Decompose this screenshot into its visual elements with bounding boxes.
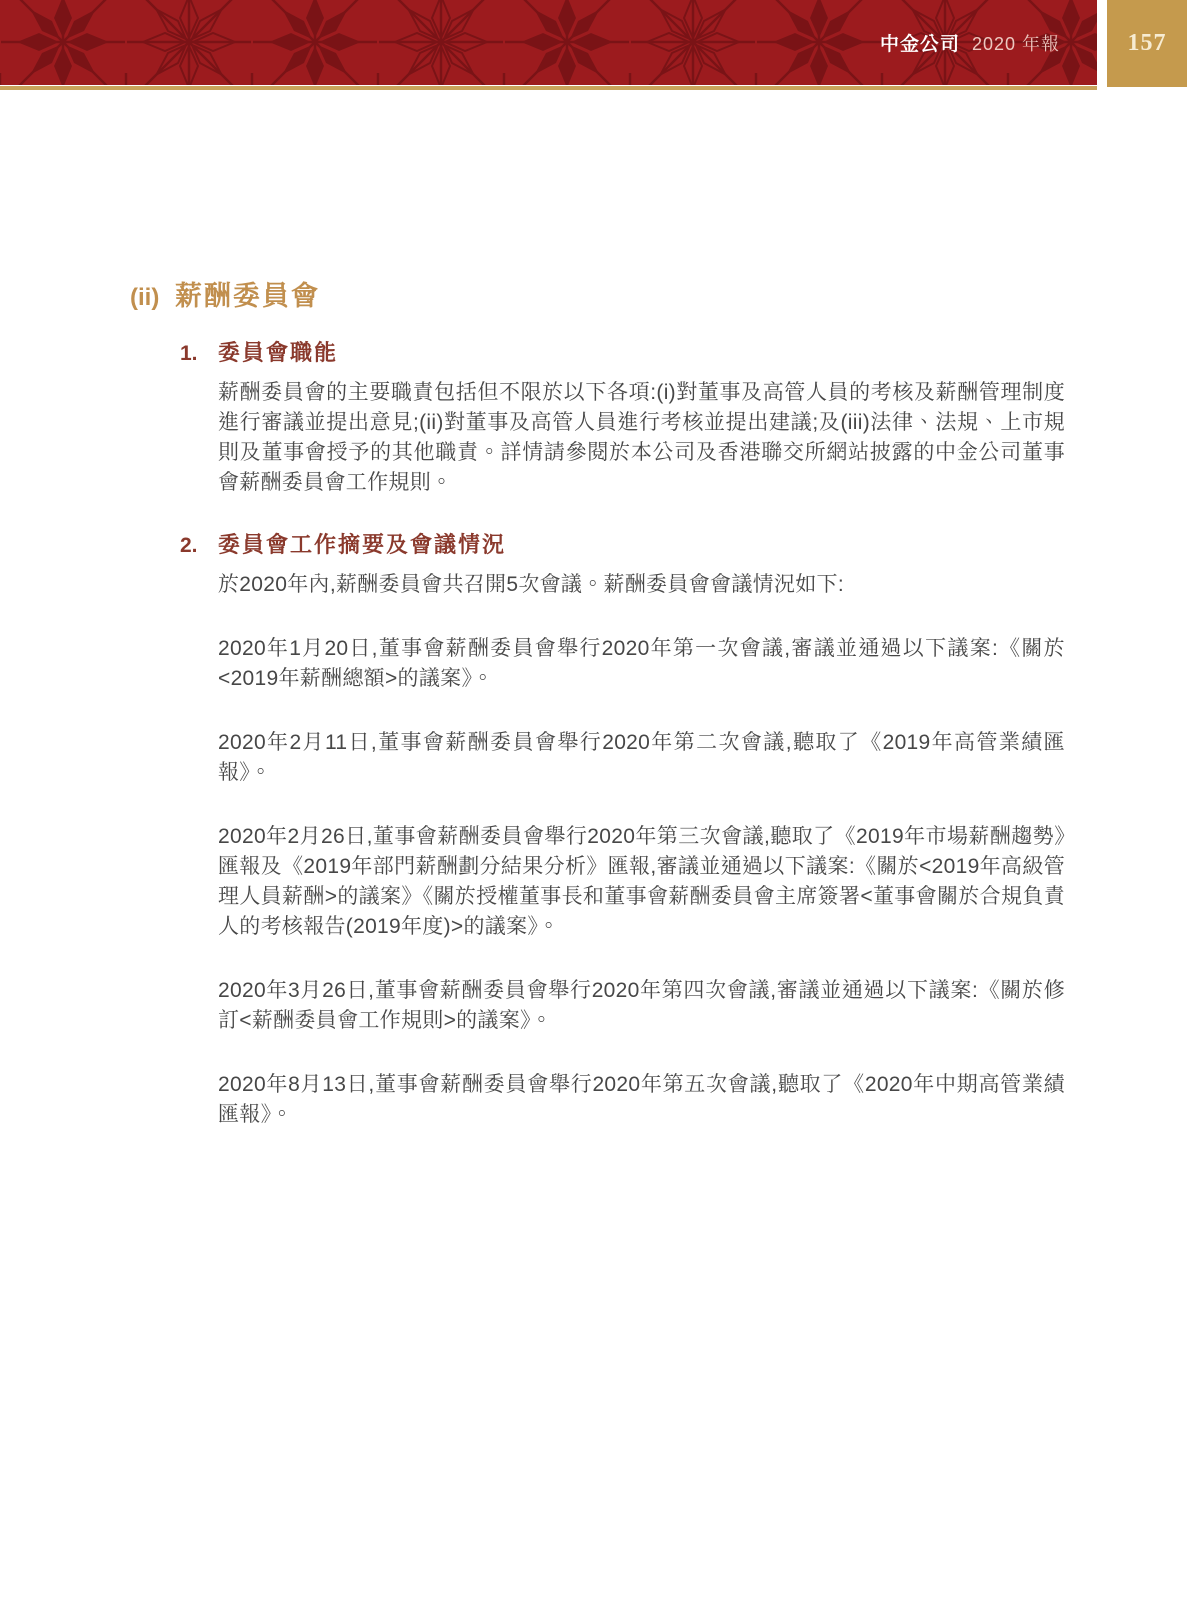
- header-banner: [0, 0, 1097, 85]
- section-marker: (ii): [130, 284, 160, 311]
- company-name: 中金公司: [879, 34, 960, 55]
- paragraph: 薪酬委員會的主要職責包括但不限於以下各項:(i)對董事及高管人員的考核及薪酬管理制度進行審議並提出意見;(ii)對董事及高管人員進行考核並提出建議;及(iii)法律、法規、上市規則及董事會授予的其他職責。詳情請參閱於本公司及香港聯交所網站披露的中金公司董事會薪酬委員會工作規則。: [218, 381, 1065, 494]
- subsection-number: 2.: [180, 534, 198, 557]
- subsection-committee-functions: [0, 336, 1190, 498]
- subsection-number: 1.: [180, 342, 198, 365]
- subsection-heading: [180, 528, 1190, 559]
- subsection-title: 委員會工作摘要及會議情況: [218, 532, 507, 557]
- report-title: [880, 0, 1060, 85]
- paragraph: 2020年3月26日,董事會薪酬委員會舉行2020年第四次會議,審議並通過以下議案:《關於修訂<薪酬委員會工作規則>的議案》。: [218, 979, 1065, 1032]
- page-number: 157: [1127, 30, 1167, 56]
- section-heading: [130, 274, 1190, 313]
- report-year-label: 2020 年報: [971, 33, 1060, 54]
- paragraph: 2020年2月26日,董事會薪酬委員會舉行2020年第三次會議,聽取了《2019年市場薪酬趨勢》匯報及《2019年部門薪酬劃分結果分析》匯報,審議並通過以下議案:《關於<2019年高級管理人員薪酬>的議案》《關於授權董事長和董事會薪酬委員會主席簽署<董事會關於合規負責人的考核報告(2019年度)>的議案》。: [218, 825, 1065, 938]
- paragraph: 2020年2月11日,董事會薪酬委員會舉行2020年第二次會議,聽取了《2019年高管業績匯報》。: [218, 731, 1065, 784]
- paragraph: 2020年1月20日,董事會薪酬委員會舉行2020年第一次會議,審議並通過以下議案:《關於<2019年薪酬總額>的議案》。: [218, 637, 1065, 690]
- subsection-heading: [180, 336, 1190, 367]
- page-number-box: [1107, 0, 1187, 87]
- paragraph: 於2020年內,薪酬委員會共召開5次會議。薪酬委員會會議情況如下:: [218, 573, 844, 596]
- paragraph: 2020年8月13日,董事會薪酬委員會舉行2020年第五次會議,聽取了《2020年中期高管業績匯報》。: [218, 1073, 1065, 1126]
- subsection-work-summary-meetings: [0, 528, 1190, 1130]
- page-content: [0, 90, 1190, 1130]
- section-title: 薪酬委員會: [175, 281, 320, 311]
- subsection-title: 委員會職能: [218, 340, 339, 365]
